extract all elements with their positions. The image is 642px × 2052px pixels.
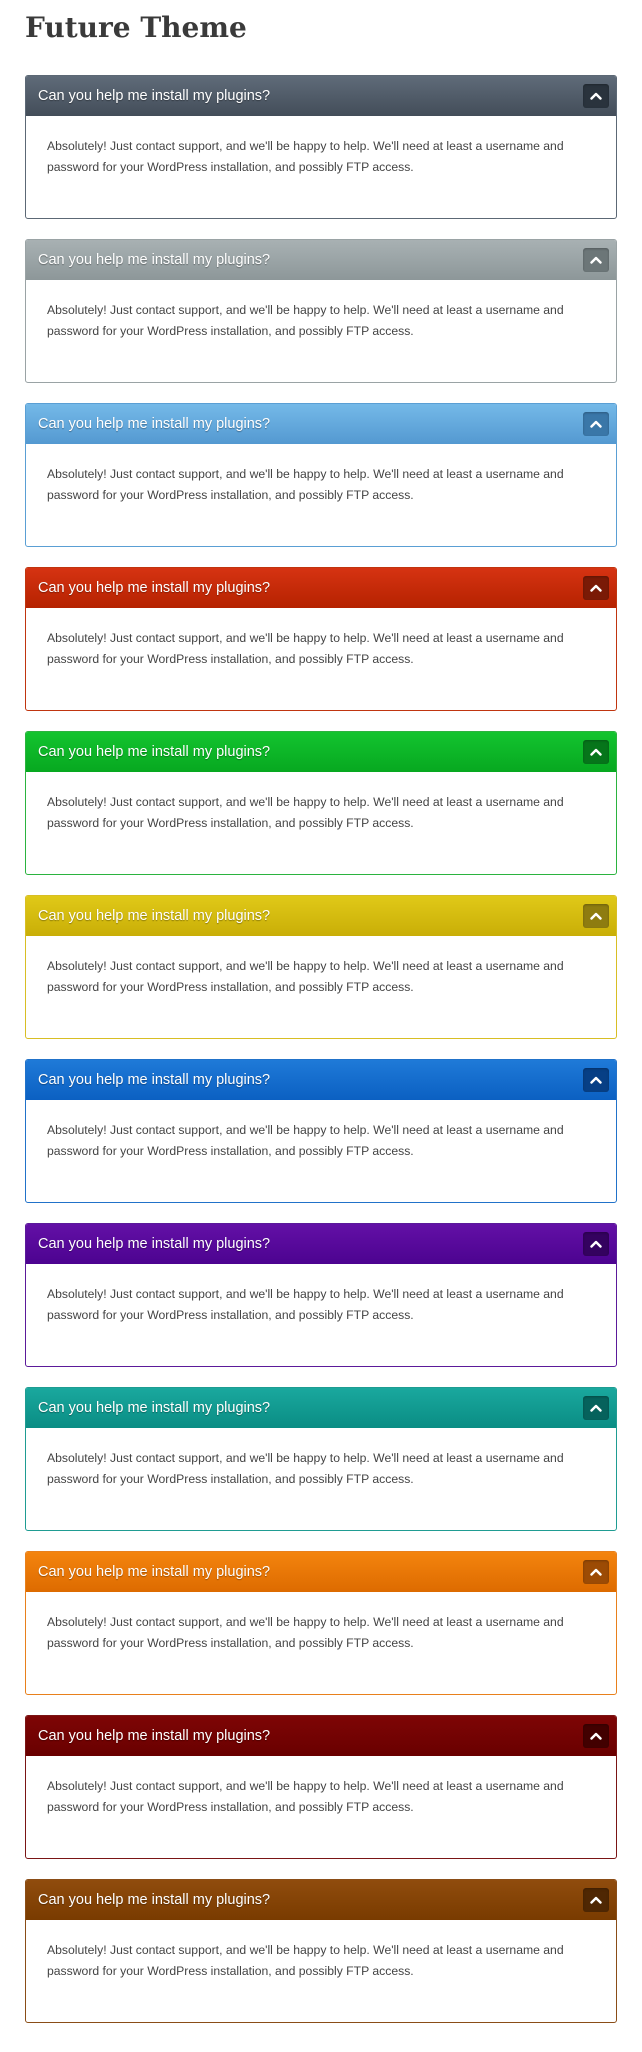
- accordion-question: Can you help me install my plugins?: [38, 1892, 271, 1908]
- accordion-question: Can you help me install my plugins?: [38, 88, 271, 104]
- chevron-up-icon: [590, 256, 602, 264]
- accordion-answer: Absolutely! Just contact support, and we'll be happy to help. We'll need at least a username and password for your WordPress installation, and possibly FTP access.: [47, 467, 564, 502]
- accordion-header[interactable]: [26, 1224, 616, 1264]
- accordion-answer: Absolutely! Just contact support, and we'll be happy to help. We'll need at least a username and password for your WordPress installation, and possibly FTP access.: [47, 1451, 564, 1486]
- accordion-body: [26, 1920, 616, 1981]
- accordion-header[interactable]: [26, 568, 616, 608]
- accordion-answer: Absolutely! Just contact support, and we'll be happy to help. We'll need at least a username and password for your WordPress installation, and possibly FTP access.: [47, 1615, 564, 1650]
- collapse-toggle-button[interactable]: [583, 1888, 609, 1912]
- faq-accordion-brown: [25, 1879, 617, 2023]
- accordion-body: [26, 772, 616, 833]
- faq-accordion-gray: [25, 239, 617, 383]
- page-title: Future Theme: [25, 11, 247, 44]
- chevron-up-icon: [590, 92, 602, 100]
- accordion-header[interactable]: [26, 732, 616, 772]
- accordion-body: [26, 116, 616, 177]
- accordion-answer: Absolutely! Just contact support, and we'll be happy to help. We'll need at least a username and password for your WordPress installation, and possibly FTP access.: [47, 795, 564, 830]
- collapse-toggle-button[interactable]: [583, 576, 609, 600]
- accordion-header[interactable]: [26, 1880, 616, 1920]
- accordion-answer: Absolutely! Just contact support, and we'll be happy to help. We'll need at least a username and password for your WordPress installation, and possibly FTP access.: [47, 1779, 564, 1814]
- collapse-toggle-button[interactable]: [583, 904, 609, 928]
- accordion-question: Can you help me install my plugins?: [38, 744, 271, 760]
- faq-accordion-orange: [25, 1551, 617, 1695]
- accordion-question: Can you help me install my plugins?: [38, 1564, 271, 1580]
- accordion-question: Can you help me install my plugins?: [38, 416, 271, 432]
- faq-accordion-blue: [25, 1059, 617, 1203]
- accordion-header[interactable]: [26, 1716, 616, 1756]
- accordion-body: [26, 1592, 616, 1653]
- faq-accordion-yellow: [25, 895, 617, 1039]
- chevron-up-icon: [590, 1240, 602, 1248]
- chevron-up-icon: [590, 1732, 602, 1740]
- collapse-toggle-button[interactable]: [583, 1396, 609, 1420]
- accordion-header[interactable]: [26, 240, 616, 280]
- faq-accordion-red: [25, 567, 617, 711]
- chevron-up-icon: [590, 1404, 602, 1412]
- accordion-body: [26, 444, 616, 505]
- accordion-answer: Absolutely! Just contact support, and we'll be happy to help. We'll need at least a username and password for your WordPress installation, and possibly FTP access.: [47, 1943, 564, 1978]
- accordion-answer: Absolutely! Just contact support, and we'll be happy to help. We'll need at least a username and password for your WordPress installation, and possibly FTP access.: [47, 1123, 564, 1158]
- accordion-header[interactable]: [26, 1388, 616, 1428]
- accordion-question: Can you help me install my plugins?: [38, 908, 271, 924]
- faq-accordion-green: [25, 731, 617, 875]
- collapse-toggle-button[interactable]: [583, 1232, 609, 1256]
- accordion-question: Can you help me install my plugins?: [38, 1236, 271, 1252]
- accordion-question: Can you help me install my plugins?: [38, 1400, 271, 1416]
- collapse-toggle-button[interactable]: [583, 1560, 609, 1584]
- faq-accordion-maroon: [25, 1715, 617, 1859]
- accordion-body: [26, 280, 616, 341]
- collapse-toggle-button[interactable]: [583, 248, 609, 272]
- accordion-question: Can you help me install my plugins?: [38, 1072, 271, 1088]
- accordion-body: [26, 1100, 616, 1161]
- accordion-answer: Absolutely! Just contact support, and we'll be happy to help. We'll need at least a username and password for your WordPress installation, and possibly FTP access.: [47, 631, 564, 666]
- faq-accordion-sky: [25, 403, 617, 547]
- chevron-up-icon: [590, 1076, 602, 1084]
- collapse-toggle-button[interactable]: [583, 1068, 609, 1092]
- accordion-body: [26, 608, 616, 669]
- accordion-question: Can you help me install my plugins?: [38, 580, 271, 596]
- faq-accordion-purple: [25, 1223, 617, 1367]
- faq-accordion-slate: [25, 75, 617, 219]
- faq-accordion-teal: [25, 1387, 617, 1531]
- chevron-up-icon: [590, 912, 602, 920]
- accordion-body: [26, 1264, 616, 1325]
- accordion-header[interactable]: [26, 76, 616, 116]
- accordion-question: Can you help me install my plugins?: [38, 1728, 271, 1744]
- accordion-answer: Absolutely! Just contact support, and we'll be happy to help. We'll need at least a username and password for your WordPress installation, and possibly FTP access.: [47, 139, 564, 174]
- accordion-body: [26, 1428, 616, 1489]
- accordion-question: Can you help me install my plugins?: [38, 252, 271, 268]
- accordion-header[interactable]: [26, 1060, 616, 1100]
- collapse-toggle-button[interactable]: [583, 740, 609, 764]
- collapse-toggle-button[interactable]: [583, 84, 609, 108]
- accordion-body: [26, 936, 616, 997]
- accordion-answer: Absolutely! Just contact support, and we'll be happy to help. We'll need at least a username and password for your WordPress installation, and possibly FTP access.: [47, 1287, 564, 1322]
- chevron-up-icon: [590, 1896, 602, 1904]
- chevron-up-icon: [590, 584, 602, 592]
- accordion-answer: Absolutely! Just contact support, and we'll be happy to help. We'll need at least a username and password for your WordPress installation, and possibly FTP access.: [47, 959, 564, 994]
- collapse-toggle-button[interactable]: [583, 412, 609, 436]
- accordion-body: [26, 1756, 616, 1817]
- accordion-header[interactable]: [26, 404, 616, 444]
- accordion-answer: Absolutely! Just contact support, and we'll be happy to help. We'll need at least a username and password for your WordPress installation, and possibly FTP access.: [47, 303, 564, 338]
- chevron-up-icon: [590, 1568, 602, 1576]
- accordion-header[interactable]: [26, 1552, 616, 1592]
- collapse-toggle-button[interactable]: [583, 1724, 609, 1748]
- chevron-up-icon: [590, 420, 602, 428]
- accordion-header[interactable]: [26, 896, 616, 936]
- chevron-up-icon: [590, 748, 602, 756]
